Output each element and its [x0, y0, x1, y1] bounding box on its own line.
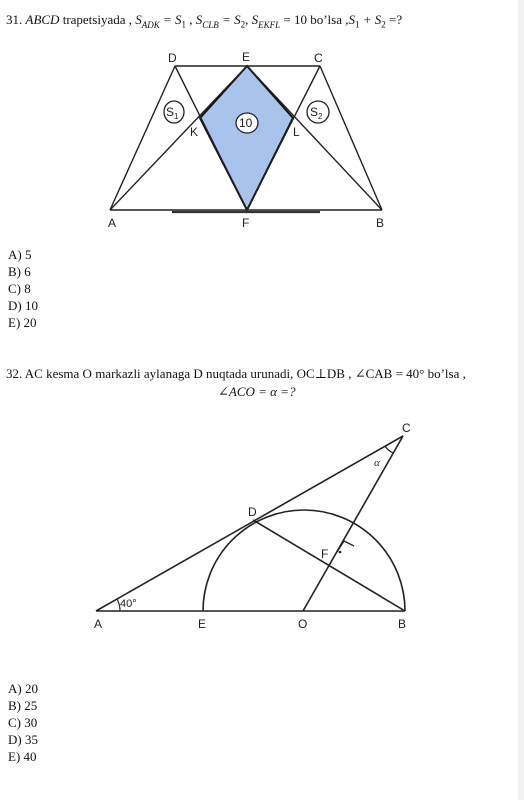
q32-answer-d[interactable]: D) 35: [8, 732, 38, 747]
s2-label: $S_2$: [310, 105, 323, 121]
point-d: D: [168, 51, 177, 65]
s1-label: $S_1$: [166, 105, 179, 121]
center-label: 10: [239, 116, 253, 130]
point-a: A: [108, 216, 117, 230]
q31-answer-e[interactable]: E) 20: [8, 315, 37, 330]
q32-statement-line1: 32. AC kesma O markazli aylanaga D nuqtada urunadi, OC⊥DB , ∠CAB = 40° bo’lsa ,: [6, 366, 466, 381]
segment-co: [303, 436, 403, 611]
q31-answer-c[interactable]: C) 8: [8, 281, 31, 296]
point-e: E: [198, 617, 207, 631]
point-c: C: [402, 421, 411, 435]
semicircle: [203, 510, 405, 611]
point-e: E: [242, 50, 251, 64]
point-b: B: [398, 617, 407, 631]
point-b: B: [376, 216, 385, 230]
q32-answer-b[interactable]: B) 25: [8, 698, 38, 713]
tangent-ac: [96, 436, 403, 611]
point-k: K: [190, 125, 199, 139]
q32-statement-line2: ∠ACO = α =?: [218, 384, 296, 399]
q31-answer-b[interactable]: B) 6: [8, 264, 31, 279]
point-f: F: [242, 216, 250, 230]
right-angle-dot: [339, 551, 342, 554]
segment-db: [253, 520, 405, 611]
q32-answer-e[interactable]: E) 40: [8, 749, 37, 764]
alpha-arc: [385, 446, 393, 453]
point-f: F: [321, 547, 329, 561]
q31-statement: 31. ABCD trapetsiyada , $S_{ADK} = S_1$ , $S_{CLB} = S_2$, $S_{EKFL} = 10$ bo’lsa $,S_1 + S_2$ =?: [6, 12, 403, 30]
q32-answer-a[interactable]: A) 20: [8, 681, 38, 696]
point-d: D: [248, 505, 257, 519]
point-o: O: [298, 617, 308, 631]
angle-40-label: 40°: [120, 598, 137, 610]
point-a: A: [94, 617, 103, 631]
point-c: C: [314, 51, 323, 65]
q31-answer-d[interactable]: D) 10: [8, 298, 38, 313]
point-l: L: [293, 125, 300, 139]
q32-answers: [8, 680, 38, 765]
alpha-label: α: [374, 457, 380, 469]
q31-answer-a[interactable]: A) 5: [8, 247, 32, 262]
q32-answer-c[interactable]: C) 30: [8, 715, 38, 730]
